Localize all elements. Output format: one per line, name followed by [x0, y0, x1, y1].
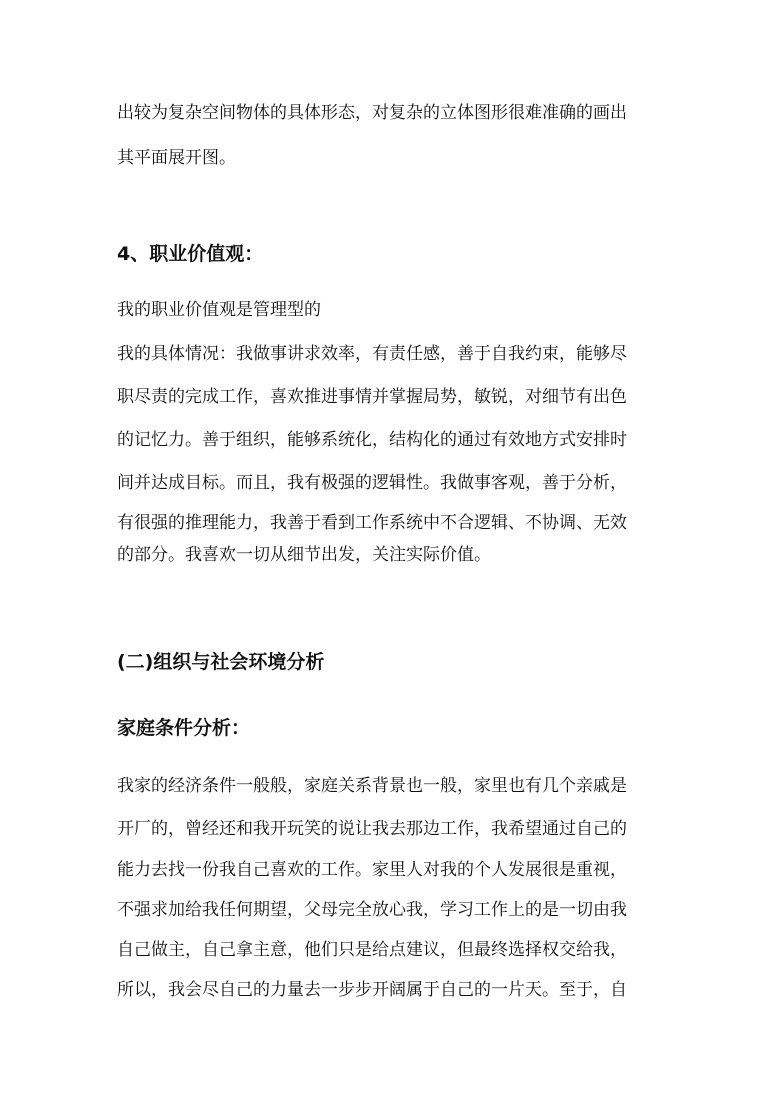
- paragraph-line: 其平面展开图。: [117, 148, 236, 168]
- section-heading-career-values: 4、职业价值观：: [117, 243, 264, 265]
- paragraph-line: 我的职业价值观是管理型的: [117, 300, 321, 320]
- paragraph-line: 能力去找一份我自己喜欢的工作。家里人对我的个人发展很是重视，: [117, 860, 627, 880]
- paragraph-line: 的记忆力。善于组织，能够系统化，结构化的通过有效地方式安排时: [117, 430, 627, 450]
- paragraph-line: 职尽责的完成工作，喜欢推进事情并掌握局势，敏锐，对细节有出色: [117, 387, 627, 407]
- section-heading-environment-analysis: (二)组织与社会环境分析: [117, 651, 325, 673]
- paragraph-line: 所以，我会尽自己的力量去一步步开阔属于自己的一片天。至于，自: [117, 980, 627, 1000]
- section-heading-family-conditions: 家庭条件分析：: [117, 717, 251, 739]
- paragraph-line: 不强求加给我任何期望，父母完全放心我，学习工作上的是一切由我: [117, 900, 627, 920]
- paragraph-line: 出较为复杂空间物体的具体形态，对复杂的立体图形很难准确的画出: [117, 103, 627, 123]
- paragraph-line: 自己做主，自己拿主意，他们只是给点建议，但最终选择权交给我，: [117, 940, 627, 960]
- paragraph-line: 开厂的，曾经还和我开玩笑的说让我去那边工作，我希望通过自己的: [117, 819, 627, 839]
- paragraph-line: 我的具体情况：我做事讲求效率，有责任感，善于自我约束，能够尽: [117, 344, 627, 364]
- paragraph-line: 有很强的推理能力，我善于看到工作系统中不合逻辑、不协调、无效: [117, 513, 627, 533]
- paragraph-line: 的部分。我喜欢一切从细节出发，关注实际价值。: [117, 545, 491, 565]
- paragraph-line: 间并达成目标。而且，我有极强的逻辑性。我做事客观，善于分析，: [117, 473, 627, 493]
- paragraph-line: 我家的经济条件一般般，家庭关系背景也一般，家里也有几个亲戚是: [117, 776, 627, 796]
